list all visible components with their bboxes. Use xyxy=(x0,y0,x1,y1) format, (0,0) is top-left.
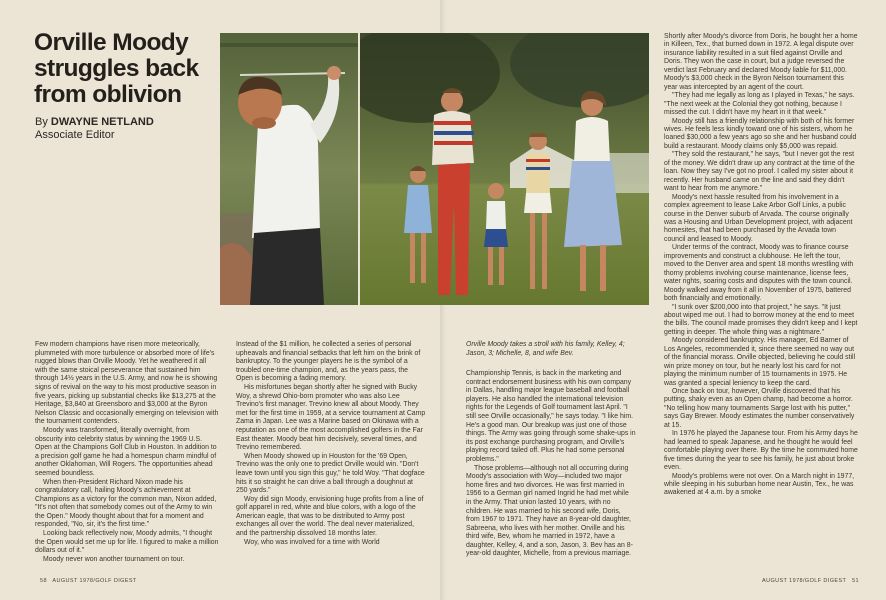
page-number-left: 58 xyxy=(40,578,47,584)
issue-right: AUGUST 1978/GOLF DIGEST xyxy=(762,578,847,584)
byline xyxy=(35,116,215,142)
folio-left xyxy=(40,578,137,584)
paragraph: His misfortunes began shortly after he signed with Bucky Woy, a shrewd Ohio-born promoter who was also Lee Trevino's first manager. Trevino knew all about Moody. They met for the first time in 1959, at a service tournament at Camp Zama in Japan. Lee was a Marine based on Okinawa with a reputation as one of the most accomplished golfers in the Far East theater. Moody beat him decisively, several times, and Trevino remembered. xyxy=(236,383,426,452)
page-number-right: 51 xyxy=(852,578,860,584)
paragraph: Moody was transformed, literally overnight, from obscurity into celebrity status by winning the 1969 U.S. Open at the Champions Golf Club in Houston. In addition to a precision golf game he had a homespun charm mindful of another Oklahoman, Will Rogers. The opportunities ahead seemed boundless. xyxy=(35,426,217,477)
paragraph: Shortly after Moody's divorce from Doris, he bought her a home in Killeen, Tex., that burned down in 1972. A legal dispute over insurance liability resulted in a suit filed against Orville and Doris. They won the case in court, but a judge reversed the verdict last February and declared Moody liable for $11,000. Moody's $3,000 check in the Byron Nelson tournament this year was intercepted by an agent of the court. xyxy=(664,33,858,91)
paragraph: Looking back reflectively now, Moody admits, "I thought the Open would set me up for life. I figured to make a million dollars out of it." xyxy=(35,530,219,555)
column-4 xyxy=(664,33,858,498)
paragraph: Moody never won another tournament on tour. xyxy=(43,555,185,563)
paragraph: In 1976 he played the Japanese tour. From his Army days he had learned to speak Japanese, and he thought he would feel comfortable playing over there. By the time he commuted home five times during the year to see his family, he just about broke even. xyxy=(664,430,858,472)
paragraph: "I sunk over $200,000 into that project," he says. "It just about wiped me out. I had to borrow money at the end to meet the bills. The council made promises they didn't keep and I kept getting in deeper. The whole thing was a nightmare." xyxy=(664,303,858,336)
paragraph: When then-President Richard Nixon made his congratulatory call, hailing Moody's achievement at Champions as a victory for the common man, Nixon added, "It's not often that somebody comes out of the Army to win the Open." Moody thought about that for a moment and responded, "No, sir, it's the first time." xyxy=(35,478,217,529)
folio-right xyxy=(762,578,859,584)
golfer-illustration xyxy=(220,33,358,305)
paragraph: When Moody showed up in Houston for the '69 Open, Trevino was the only one to predict Orville would win. "Don't leave town until you sign this guy," he told Woy. "That dogface hits it so straight he can drive a ball through a doughnut at 250 yards." xyxy=(236,452,425,495)
paragraph: Moody's next hassle resulted from his involvement in a complex agreement to lease Lake Arbor Golf Links, a public course in the Denver suburb of Arvada. The course originally was a Housing and Urban Development project, with adjacent homesites, that had been purchased by the Arvada town council and leased to Moody. xyxy=(664,193,853,243)
paragraph: Moody's problems were not over. On a March night in 1977, while sleeping in his suburban home near Austin, Tex., he was awakened at 4 a.m. by a smoke xyxy=(664,472,855,497)
photo-family xyxy=(360,33,649,305)
column-3 xyxy=(466,370,636,559)
paragraph: Those problems—although not all occurring during Moody's association with Woy—included two major home fires and two divorces. He was first married in 1956 to a German girl named Ingrid he had met while in the Army. That union lasted 10 years, with no children. He was married to his second wife, Doris, from 1967 to 1971. They have an 8-year-old daughter, Sabreena, who lives with her mother. Orville and his third wife, Bev, whom he married in 1972, have a daughter, Kelley, 4, and a son, Jason, 3. Bev has an 8-year-old daughter, Michelle, from a previous marriage. xyxy=(466,464,633,558)
author-title: Associate Editor xyxy=(35,129,115,141)
paragraph: Under terms of the contract, Moody was to finance course improvements and construct a clubhouse. He left the tour, moved to the Denver area and spent 18 months wrestling with thorny problems involving course maintenance, license fees, water rights, soaring costs and disputes with the town council. Moody walked away from it all in November of 1975, battered both financially and emotionally. xyxy=(664,244,854,303)
paragraph: "They had me legally as long as I played in Texas," he says. "The next week at the Colonial they got nothing, because I missed the cut. I didn't have my heart in it that week." xyxy=(664,92,855,117)
photo-golfer-swing xyxy=(220,33,358,305)
column-2 xyxy=(236,341,426,547)
paragraph: Few modern champions have risen more meteorically, plummeted with more turbulence or absorbed more of life's rugged blows than Orville Moody. Yet he weathered it all with the same stoical perseverance that sustained him through 14½ years in the U.S. Army, and now he is showing signs of revival on the way to his most productive season in five years, picking up substantial checks like $13,275 at the Heritage, $3,840 at Greensboro and $3,000 at the Byron Nelson Classic and occasionally emerging on television with the tournament contenders. xyxy=(35,341,219,426)
paragraph: Moody considered bankruptcy. His manager, Ed Barner of Los Angeles, recommended it, since there seemed no way out of the financial morass. Orville objected, believing he could still win prize money on tour, but he nearly lost his card for not playing the minimum number of 15 tournaments in 1975. He was granted a special leniency to keep the card. xyxy=(664,337,856,387)
column-1 xyxy=(35,341,219,564)
paragraph: "They sold the restaurant," he says, "but I never got the rest of the money. We didn't draw up any contract at the time of the loan. Now they say I've got no proof. I called my sister about it recently. Her husband came on the line and said they didn't want to hear from me anymore." xyxy=(664,151,855,193)
paragraph: Championship Tennis, is back in the marketing and contract endorsement business with his own company in Dallas, handling major league baseball and football players. He also handled the international television rights for the Legends of Golf tournament last April. "I still see Orville occasionally," he says today. "I like him. He's a good man. Our breakup was just one of those things. The Army was going through some shake-ups in its post exchange purchasing program, and Orville's playing record tailed off. Plus he had some personal problems." xyxy=(466,370,636,463)
paragraph: Woy, who was involved for a time with World xyxy=(244,538,380,546)
family-illustration xyxy=(360,33,649,305)
paragraph: Instead of the $1 million, he collected a series of personal upheavals and financial setbacks that left him on the brink of bankruptcy. To the younger players he is the symbol of a troubled one-time champion, and, as the years pass, the Open is becoming a fading memory. xyxy=(236,341,421,383)
paragraph: Once back on tour, however, Orville discovered that his putting, shaky even as an Open champ, had become a horror. "No telling how many tournaments Sarge lost with his putter," says Gay Brewer. Moody estimates the number conservatively at 15. xyxy=(664,388,855,429)
paragraph: Woy did sign Moody, envisioning huge profits from a line of golf apparel in red, white and blue colors, with a logo of the American eagle, that was to be distributed to Army post exchanges all over the world. The deal never materialized, and the partnership dissolved 18 months later. xyxy=(236,495,424,538)
article-headline: Orville Moody struggles back from oblivion xyxy=(34,29,199,108)
paragraph: Moody still has a friendly relationship with both of his former wives. He feels less kindly toward one of his sisters, whom he loaned $30,000 a few years ago so she and her husband could build a restaurant. Moody claims only $5,000 was repaid. xyxy=(664,117,857,150)
photo-caption: Orville Moody takes a stroll with his family, Kelley, 4; Jason, 3; Michelle, 8, and wife Bev. xyxy=(466,341,625,357)
author-name: DWAYNE NETLAND xyxy=(50,116,154,128)
issue-left: AUGUST 1978/GOLF DIGEST xyxy=(52,578,137,584)
byline-prefix: By xyxy=(35,116,48,128)
